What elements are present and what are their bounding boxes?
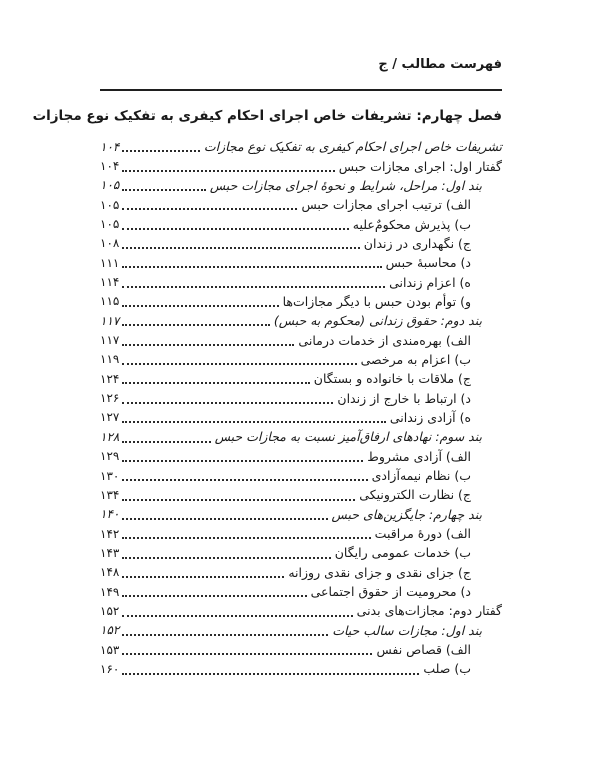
toc-entry-label: بند دوم: حقوق زندانی (محکوم به حبس) [273,313,482,329]
toc-entry-label: ه) آزادی زندانی [389,409,471,425]
dot-leader [122,266,381,268]
dot-leader [122,499,355,501]
toc-entry-page: ۱۰۴ [100,139,120,154]
toc-entry [100,505,502,524]
toc-entry [100,350,502,369]
toc-entry [100,601,502,620]
toc-entry [100,272,502,291]
toc-entry-page: ۱۰۸ [100,236,120,251]
toc-entry-label: ب) اعزام به مرخصی [360,351,471,367]
toc-entry-label: ب) صلب [423,661,471,677]
toc-entry [100,563,502,582]
dot-leader [122,537,370,539]
toc-entry-label: و) توأم بودن حبس با دیگر مجازات‌ها [282,293,471,309]
toc-entry [100,195,502,214]
dot-leader [122,170,334,172]
dot-leader [122,305,278,307]
toc-entry-page: ۱۱۴ [100,275,120,290]
toc-entry-page: ۱۰۵ [100,217,120,232]
header-rule [100,89,502,91]
toc-entry-label: الف) بهره‌مندی از خدمات درمانی [298,332,471,348]
chapter-title: فصل چهارم: تشریفات خاص اجرای احکام کیفری به تفکیک نوع مجازات [32,108,502,124]
running-header: فهرست مطالب / ج [378,57,502,72]
toc-entry-page: ۱۰۴ [100,159,120,174]
dot-leader [122,673,419,675]
toc-entry [100,621,502,640]
dot-leader [122,247,359,249]
toc-entry-label: ج) نظارت الکترونیکی [359,487,471,503]
toc-entry-label: ج) نگهداری در زندان [363,235,471,251]
toc-entry-page: ۱۱۹ [100,352,120,367]
toc-entry [100,466,502,485]
dot-leader [122,382,309,384]
toc-entry-page: ۱۱۷ [100,313,120,328]
toc-entry [100,214,502,233]
toc-entry-label: ج) جزای نقدی و جزای نقدی روزانه [288,564,471,580]
toc-entry [100,485,502,504]
toc-entry-page: ۱۱۱ [100,255,120,270]
toc-entry-label: ه) اعزام زندانی [389,274,471,290]
toc-entry [100,369,502,388]
toc-entry-label: گفتار اول: اجرای مجازات حبس [338,158,502,174]
dot-leader [122,634,328,636]
toc-entry-label: ب) پذیرش محکومٌ‌علیه [352,216,471,232]
toc-entry [100,447,502,466]
toc-entry-page: ۱۰۵ [100,178,120,193]
toc-entry-label: الف) دورهٔ مراقبت [374,526,471,542]
toc-entry-page: ۱۴۰ [100,507,120,522]
toc-entry-label: ج) ملاقات با خانواده و بستگان [313,371,471,387]
toc-entry-page: ۱۳۴ [100,487,120,502]
toc-entry-label: ب) نظام نیمه‌آزادی [371,468,471,484]
dot-leader [122,441,210,443]
toc-entry [100,311,502,330]
toc-entry [100,330,502,349]
toc-entry [100,292,502,311]
dot-leader [122,228,348,230]
dot-leader [122,460,363,462]
toc-entry-page: ۱۶۰ [100,661,120,676]
toc-entry [100,659,502,678]
toc-entry [100,582,502,601]
toc-entry-label: الف) آزادی مشروط [367,448,471,464]
toc-entry-page: ۱۴۳ [100,545,120,560]
toc-entry-page: ۱۴۹ [100,584,120,599]
toc-entry-page: ۱۲۷ [100,410,120,425]
dot-leader [122,479,367,481]
toc-entry-label: بند چهارم: جایگزین‌های حبس [331,506,482,522]
toc-entry-label: گفتار دوم: مجازات‌های بدنی [356,603,502,619]
toc-entry-page: ۱۵۲ [100,603,120,618]
dot-leader [122,150,199,152]
toc-entry-page: ۱۲۴ [100,371,120,386]
toc-entry-label: الف) قصاص نفس [376,642,471,658]
dot-leader [122,653,372,655]
toc-entry-label: الف) ترتیب اجرای مجازات حبس [301,197,471,213]
toc-entry-page: ۱۵۳ [100,642,120,657]
toc-entry [100,176,502,195]
dot-leader [122,208,297,210]
dot-leader [122,363,356,365]
toc-entry-label: بند اول: مجازات سالب حیات [332,622,482,638]
dot-leader [122,286,385,288]
toc-entry-page: ۱۲۶ [100,391,120,406]
toc-entry-page: ۱۱۵ [100,294,120,309]
toc-entry-page: ۱۳۰ [100,468,120,483]
toc-entry-page: ۱۴۸ [100,565,120,580]
toc-entry-page: ۱۵۲ [100,623,120,638]
dot-leader [122,324,270,326]
toc-entry-page: ۱۰۵ [100,197,120,212]
toc-entry-page: ۱۲۹ [100,449,120,464]
toc-entry [100,640,502,659]
toc-entry [100,388,502,407]
toc-entry-label: بند سوم: نهادهای ارفاق‌آمیز نسبت به مجازات حبس [214,429,482,445]
toc-entry [100,408,502,427]
dot-leader [122,402,333,404]
toc-entry [100,427,502,446]
dot-leader [122,557,330,559]
toc-entry-page: ۱۱۷ [100,333,120,348]
toc-entry [100,234,502,253]
toc-entry [100,156,502,175]
dot-leader [122,615,352,617]
toc-entry-label: بند اول: مراحل، شرایط و نحوهٔ اجرای مجازات حبس [209,177,482,193]
toc-entry [100,137,502,156]
toc-entry-label: د) محاسبهٔ حبس [385,255,471,271]
dot-leader [122,518,327,520]
toc-entry-page: ۱۴۲ [100,526,120,541]
toc-list [100,137,502,679]
toc-entry-label: د) ارتباط با خارج از زندان [337,390,471,406]
toc-entry-label: د) محرومیت از حقوق اجتماعی [310,584,471,600]
dot-leader [122,421,386,423]
dot-leader [122,344,294,346]
toc-entry-label: ب) خدمات عمومی رایگان [334,545,471,561]
toc-entry-label: تشریفات خاص اجرای احکام کیفری به تفکیک نوع مجازات [203,139,502,155]
dot-leader [122,189,206,191]
dot-leader [122,595,306,597]
toc-entry [100,543,502,562]
toc-entry-page: ۱۲۸ [100,429,120,444]
toc-entry [100,524,502,543]
toc-entry [100,253,502,272]
dot-leader [122,576,284,578]
